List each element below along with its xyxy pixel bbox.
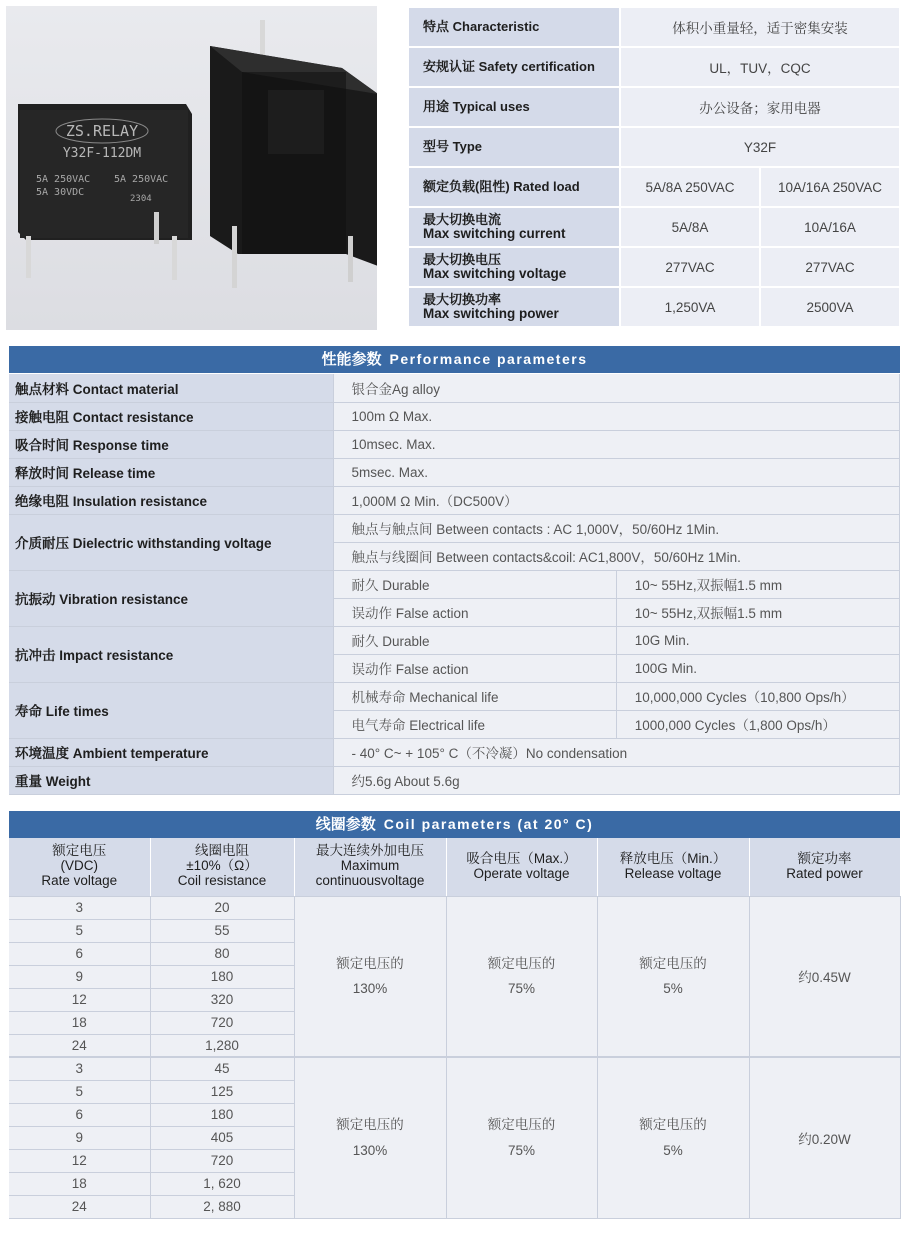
perf-label: 介质耐压 Dielectric withstanding voltage [9, 514, 333, 570]
spec-label-cn: 最大切换功率 [423, 292, 502, 308]
perf-value: 10~ 55Hz,双振幅1.5 mm [616, 598, 899, 626]
coil-rate-voltage: 3 [9, 896, 150, 919]
coil-rate-voltage: 6 [9, 942, 150, 965]
relay-model: Y32F-112DM [62, 146, 142, 161]
coil-rate-voltage: 6 [9, 1103, 150, 1126]
coil-rate-voltage: 24 [9, 1034, 150, 1057]
coil-rate-voltage: 9 [9, 1126, 150, 1149]
relay-rating-3: 5A 250VAC [114, 174, 169, 185]
perf-label: 绝缘电阻 Insulation resistance [9, 486, 333, 514]
coil-rate-voltage: 9 [9, 965, 150, 988]
coil-rate-voltage: 5 [9, 919, 150, 942]
spec-value: 办公设备；家用电器 [620, 87, 900, 127]
col-header-coil-resistance: 线圈电阻 ±10%（Ω） Coil resistance [150, 838, 294, 896]
coil-resistance: 2, 880 [150, 1195, 294, 1218]
coil-rate-voltage: 24 [9, 1195, 150, 1218]
coil-max-voltage: 额定电压的 130% [294, 896, 446, 1057]
spec-split-row [408, 247, 900, 287]
coil-resistance: 320 [150, 988, 294, 1011]
coil-resistance: 80 [150, 942, 294, 965]
spec-value-b: 10A/16A 250VAC [760, 167, 900, 207]
perf-row [9, 766, 900, 794]
spec-value: 体积小重量轻，适于密集安装 [620, 7, 900, 47]
spec-value-a: 1,250VA [620, 287, 760, 327]
spec-row [408, 87, 900, 127]
spec-row [408, 7, 900, 47]
col-header-max-voltage: 最大连续外加电压 Maximum continuousvoltage [294, 838, 446, 896]
perf-row [9, 570, 900, 598]
perf-value: 约5.6g About 5.6g [333, 766, 900, 794]
coil-rate-voltage: 5 [9, 1080, 150, 1103]
perf-row [9, 514, 900, 542]
coil-rate-voltage: 3 [9, 1057, 150, 1080]
perf-sub-label: 耐久 Durable [333, 626, 616, 654]
spec-label: 用途 Typical uses [408, 87, 620, 127]
perf-label: 抗振动 Vibration resistance [9, 570, 333, 626]
coil-title-en: Coil parameters (at 20° C) [383, 816, 594, 832]
perf-label: 触点材料 Contact material [9, 374, 333, 402]
perf-sub-label: 机械寿命 Mechanical life [333, 682, 616, 710]
perf-value: 10~ 55Hz,双振幅1.5 mm [616, 570, 899, 598]
perf-row [9, 402, 900, 430]
spec-label [408, 247, 620, 287]
coil-resistance: 720 [150, 1149, 294, 1172]
spec-label-cn: 额定负载(阻性) Rated load [423, 179, 580, 195]
perf-value: 触点与线圈间 Between contacts&coil: AC1,800V，50/60Hz 1Min. [333, 542, 900, 570]
spec-value-a: 277VAC [620, 247, 760, 287]
perf-label: 吸合时间 Response time [9, 430, 333, 458]
perf-value: 10msec. Max. [333, 430, 900, 458]
perf-label: 抗冲击 Impact resistance [9, 626, 333, 682]
coil-row [9, 1057, 900, 1080]
coil-max-voltage: 额定电压的 130% [294, 1057, 446, 1218]
coil-resistance: 405 [150, 1126, 294, 1149]
spec-label-cn: 最大切换电压 [423, 252, 502, 268]
spec-value-b: 277VAC [760, 247, 900, 287]
spec-value-b: 10A/16A [760, 207, 900, 247]
spec-value-a: 5A/8A [620, 207, 760, 247]
coil-resistance: 1,280 [150, 1034, 294, 1057]
coil-header [9, 811, 900, 838]
col-header-rated-power: 额定功率 Rated power [749, 838, 900, 896]
coil-resistance: 45 [150, 1057, 294, 1080]
relay-illustration [6, 6, 377, 330]
perf-label: 环境温度 Ambient temperature [9, 738, 333, 766]
coil-resistance: 720 [150, 1011, 294, 1034]
perf-sub-label: 误动作 False action [333, 654, 616, 682]
relay-brand: ZS.RELAY [65, 122, 139, 140]
coil-header-row [9, 838, 900, 896]
perf-value: 5msec. Max. [333, 458, 900, 486]
spec-label-en: Max switching current [423, 225, 566, 241]
spec-label [408, 167, 620, 207]
spec-value-a: 5A/8A 250VAC [620, 167, 760, 207]
spec-value: UL，TUV，CQC [620, 47, 900, 87]
perf-value: 100G Min. [616, 654, 899, 682]
perf-value: 1000,000 Cycles（1,800 Ops/h） [616, 710, 899, 738]
col-header-operate-voltage: 吸合电压（Max.） Operate voltage [446, 838, 597, 896]
spec-label: 特点 Characteristic [408, 7, 620, 47]
perf-value: 100m Ω Max. [333, 402, 900, 430]
perf-row [9, 626, 900, 654]
spec-label: 型号 Type [408, 127, 620, 167]
relay-date-code: 2304 [130, 194, 152, 204]
coil-operate-voltage: 额定电压的 75% [446, 896, 597, 1057]
spec-value-b: 2500VA [760, 287, 900, 327]
spec-row [408, 47, 900, 87]
spec-label: 安规认证 Safety certification [408, 47, 620, 87]
spec-label [408, 207, 620, 247]
product-photo [6, 6, 377, 330]
spec-split-row [408, 287, 900, 327]
coil-rate-voltage: 18 [9, 1011, 150, 1034]
spec-value: Y32F [620, 127, 900, 167]
perf-row [9, 458, 900, 486]
coil-rated-power: 约0.20W [749, 1057, 900, 1218]
coil-resistance: 180 [150, 965, 294, 988]
performance-title-en: Performance parameters [389, 351, 588, 367]
perf-value: 银合金Ag alloy [333, 374, 900, 402]
perf-label: 接触电阻 Contact resistance [9, 402, 333, 430]
spec-label [408, 287, 620, 327]
perf-sub-label: 误动作 False action [333, 598, 616, 626]
spec-label-en: Max switching voltage [423, 265, 567, 281]
spec-table [407, 6, 901, 328]
coil-release-voltage: 额定电压的 5% [597, 896, 749, 1057]
perf-row [9, 486, 900, 514]
perf-row [9, 374, 900, 402]
coil-resistance: 180 [150, 1103, 294, 1126]
performance-title-cn: 性能参数 [321, 351, 382, 368]
spec-label-en: Max switching power [423, 305, 559, 321]
coil-rate-voltage: 12 [9, 988, 150, 1011]
coil-rate-voltage: 12 [9, 1149, 150, 1172]
coil-table [9, 838, 901, 1219]
coil-operate-voltage: 额定电压的 75% [446, 1057, 597, 1218]
coil-rate-voltage: 18 [9, 1172, 150, 1195]
perf-value: - 40° C~ + 105° C（不冷凝）No condensation [333, 738, 900, 766]
perf-value: 1,000M Ω Min.（DC500V） [333, 486, 900, 514]
coil-row [9, 896, 900, 919]
perf-label: 释放时间 Release time [9, 458, 333, 486]
coil-resistance: 125 [150, 1080, 294, 1103]
performance-table [9, 374, 900, 795]
relay-rating-2: 5A 30VDC [36, 187, 85, 198]
perf-label: 重量 Weight [9, 766, 333, 794]
perf-value: 10,000,000 Cycles（10,800 Ops/h） [616, 682, 899, 710]
spec-split-row [408, 167, 900, 207]
coil-resistance: 55 [150, 919, 294, 942]
col-header-release-voltage: 释放电压（Min.） Release voltage [597, 838, 749, 896]
col-header-rate-voltage: 额定电压 (VDC) Rate voltage [9, 838, 150, 896]
coil-rated-power: 约0.45W [749, 896, 900, 1057]
spec-row [408, 127, 900, 167]
perf-row [9, 430, 900, 458]
coil-resistance: 20 [150, 896, 294, 919]
back-relay [210, 20, 377, 288]
spec-label-cn: 最大切换电流 [423, 212, 502, 228]
coil-title-cn: 线圈参数 [315, 816, 376, 833]
performance-header [9, 346, 900, 373]
perf-value: 10G Min. [616, 626, 899, 654]
front-relay [18, 104, 192, 280]
perf-row [9, 738, 900, 766]
perf-sub-label: 耐久 Durable [333, 570, 616, 598]
perf-label: 寿命 Life times [9, 682, 333, 738]
perf-sub-label: 电气寿命 Electrical life [333, 710, 616, 738]
spec-split-row [408, 207, 900, 247]
perf-value: 触点与触点间 Between contacts : AC 1,000V，50/60Hz 1Min. [333, 514, 900, 542]
coil-resistance: 1, 620 [150, 1172, 294, 1195]
relay-rating-1: 5A 250VAC [36, 174, 91, 185]
perf-row [9, 682, 900, 710]
coil-release-voltage: 额定电压的 5% [597, 1057, 749, 1218]
